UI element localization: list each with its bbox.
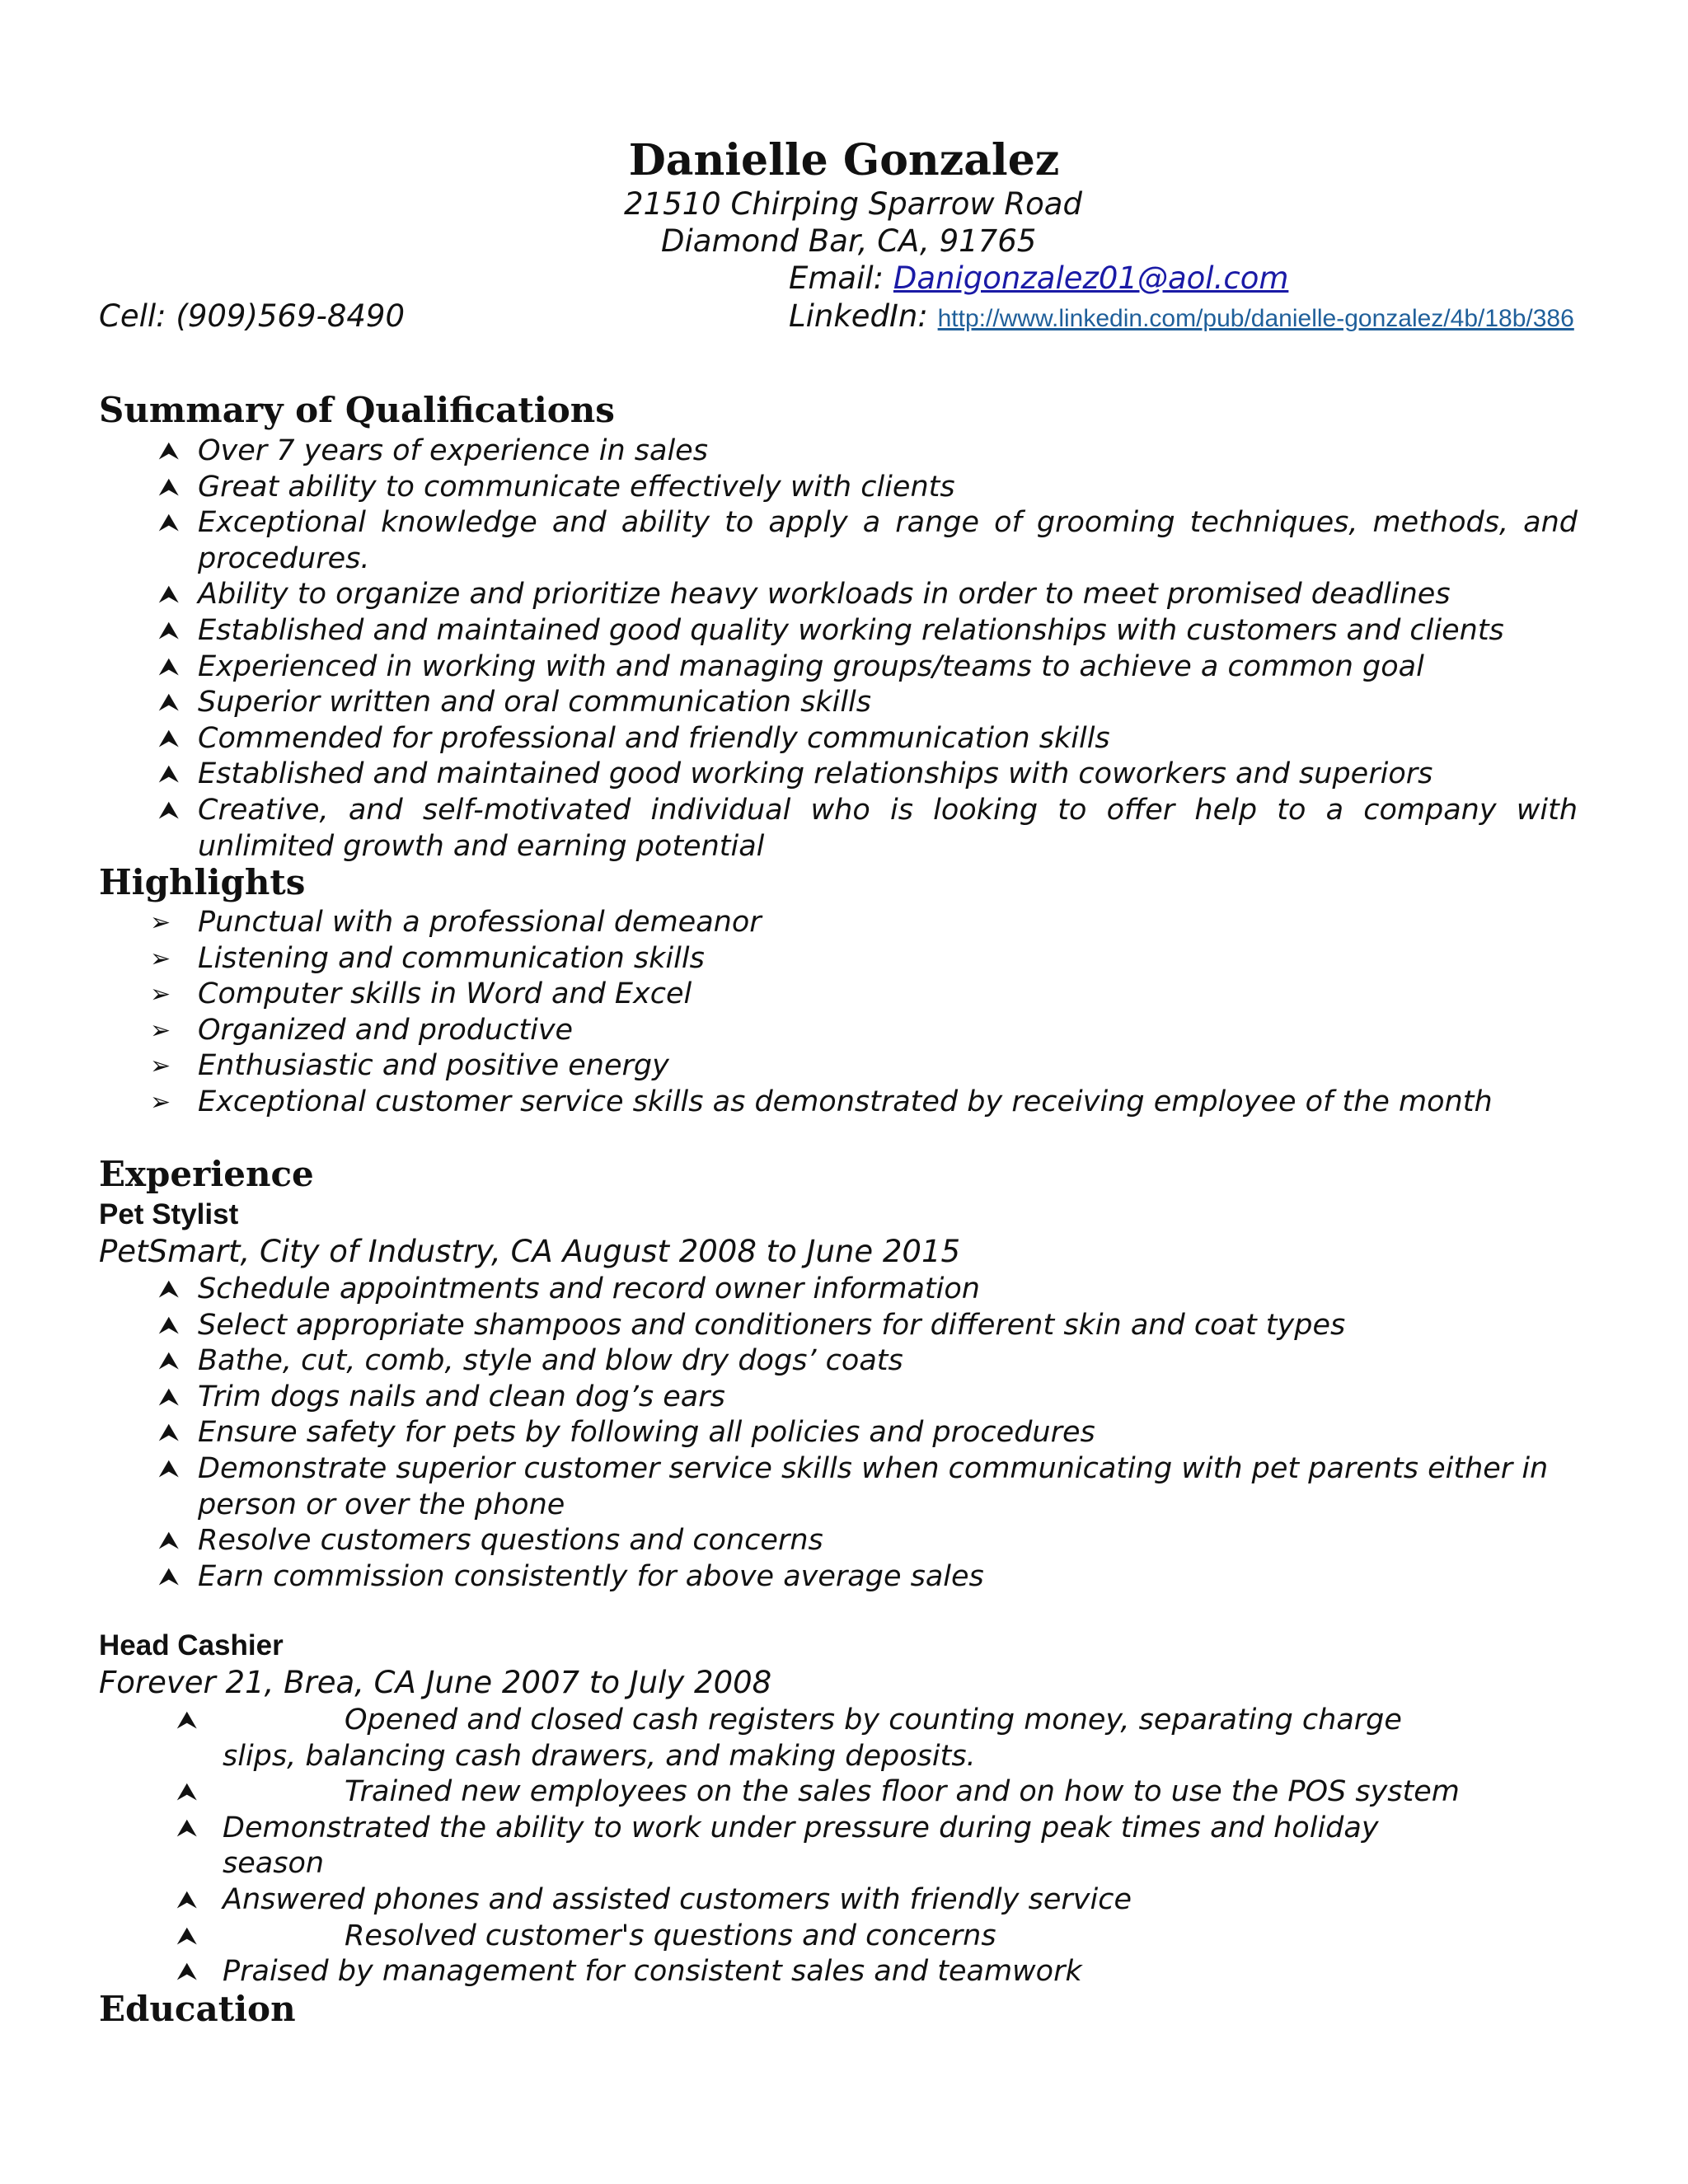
job-duties-list [99,1272,1578,1595]
linkedin-line [789,298,1574,337]
arrow-bullet-icon: ⮝ [176,1885,198,1915]
list-item: ⮝ Resolve customers questions and concerns [99,1523,1578,1559]
arrowhead-bullet-icon: ➢ [150,1052,171,1081]
arrow-bullet-icon: ⮝ [158,580,180,610]
arrow-bullet-icon: ⮝ [176,1957,198,1987]
list-item: ⮝ Over 7 years of experience in sales [99,434,1578,470]
list-item: ⮝ Schedule appointments and record owner information [99,1272,1578,1308]
list-item: ⮝ Trained new employees on the sales floor and on how to use the POS system [99,1774,1475,1811]
arrow-bullet-icon: ⮝ [158,1454,180,1483]
candidate-name: Danielle Gonzalez [628,135,1060,185]
list-item: ➢ Exceptional customer service skills as demonstrated by receiving employee of the month [99,1085,1578,1121]
arrow-bullet-icon: ⮝ [158,795,180,825]
address-line-2: Diamond Bar, CA, 91765 [661,223,1037,259]
arrow-bullet-icon: ⮝ [158,1275,180,1304]
arrow-bullet-icon: ⮝ [158,688,180,718]
arrow-bullet-icon: ⮝ [158,1347,180,1376]
highlights-heading: Highlights [99,862,306,902]
arrow-bullet-icon: ⮝ [176,1921,198,1951]
list-item: ⮝ Praised by management for consistent sales and teamwork [99,1954,1475,1990]
list-item: ⮝ Earn commission consistently for above average sales [99,1559,1578,1596]
job-company: Forever 21, Brea, CA June 2007 to July 2008 [99,1665,772,1700]
arrow-bullet-icon: ⮝ [158,1562,180,1591]
arrow-bullet-icon: ⮝ [158,616,180,645]
job-company: PetSmart, City of Industry, CA August 2008 to June 2015 [99,1234,961,1269]
list-item: ⮝ Bathe, cut, comb, style and blow dry dogs’ coats [99,1343,1578,1380]
arrowhead-bullet-icon: ➢ [150,980,171,1010]
arrow-bullet-icon: ⮝ [176,1813,198,1843]
arrow-bullet-icon: ⮝ [158,1418,180,1448]
list-item: ⮝ Superior written and oral communication skills [99,685,1578,721]
list-item: ➢ Listening and communication skills [99,941,1578,977]
arrow-bullet-icon: ⮝ [158,1526,180,1556]
arrow-bullet-icon: ⮝ [158,724,180,753]
cell-phone: Cell: (909)569-8490 [99,298,406,334]
list-item: ⮝ Established and maintained good working relationships with coworkers and superiors [99,757,1578,793]
list-item: ⮝ Demonstrate superior customer service skills when communicating with pet parents either in person or over the phone [158,1451,1549,1521]
arrow-bullet-icon: ⮝ [158,472,180,502]
list-item: ⮝ Commended for professional and friendly communication skills [99,721,1578,757]
list-item: ⮝ Creative, and self-motivated individual who is looking to offer help to a company with unlimited growth and earning potential [158,793,1578,863]
arrowhead-bullet-icon: ➢ [150,1087,171,1117]
email-line [789,260,1288,297]
highlights-list [99,905,1578,1121]
arrow-bullet-icon: ⮝ [158,652,180,682]
arrow-bullet-icon: ⮝ [158,1382,180,1412]
experience-heading: Experience [99,1154,314,1194]
email-link[interactable]: Danigonzalez01@aol.com [893,260,1289,296]
job-title: Head Cashier [99,1629,284,1661]
arrow-bullet-icon: ⮝ [158,760,180,790]
list-item: ⮝ Exceptional knowledge and ability to apply a range of grooming techniques, methods, and procedures. [158,506,1578,575]
list-item: ⮝ Answered phones and assisted customers with friendly service [99,1882,1475,1919]
list-item: ⮝ Established and maintained good quality working relationships with customers and clients [99,613,1578,649]
arrowhead-bullet-icon: ➢ [150,1015,171,1045]
list-item: ➢ Organized and productive [99,1013,1578,1049]
list-item: ➢ Enthusiastic and positive energy [99,1048,1578,1085]
job-title: Pet Stylist [99,1198,239,1230]
arrow-bullet-icon: ⮝ [158,437,180,466]
arrow-bullet-icon: ⮝ [158,509,180,538]
linkedin-label: LinkedIn: [789,298,928,334]
email-label: Email: [789,260,884,296]
list-item: ⮝ Select appropriate shampoos and conditioners for different skin and coat types [99,1308,1578,1344]
list-item: ⮝ Great ability to communicate effectively with clients [99,470,1578,506]
list-item: ⮝ Ability to organize and prioritize heavy workloads in order to meet promised deadlines [99,577,1578,613]
list-item: ⮝ Experienced in working with and managing groups/teams to achieve a common goal [99,649,1578,686]
arrow-bullet-icon: ⮝ [176,1706,198,1735]
list-item: ➢ Computer skills in Word and Excel [99,977,1578,1013]
arrowhead-bullet-icon: ➢ [150,944,171,973]
summary-heading: Summary of Qualifications [99,390,615,430]
arrow-bullet-icon: ⮝ [176,1778,198,1807]
list-item: ➢ Punctual with a professional demeanor [99,905,1578,941]
list-item: ⮝ Demonstrated the ability to work under pressure during peak times and holiday season [176,1811,1379,1881]
linkedin-link[interactable]: http://www.linkedin.com/pub/danielle-gonzalez/4b/18b/386 [937,305,1574,332]
education-heading: Education [99,1989,296,2029]
summary-list [99,434,1578,865]
list-item: ⮝ Resolved customer's questions and concerns [99,1919,1475,1955]
arrowhead-bullet-icon: ➢ [150,908,171,937]
list-item: ⮝ Trim dogs nails and clean dog’s ears [99,1380,1578,1416]
list-item: ⮝ Opened and closed cash registers by counting money, separating charge slips, balancing cash drawers, and making deposits. [176,1704,1402,1773]
address-line-1: 21510 Chirping Sparrow Road [624,186,1082,222]
arrow-bullet-icon: ⮝ [158,1310,180,1340]
list-item: ⮝ Ensure safety for pets by following all policies and procedures [99,1415,1578,1451]
job-duties-list [99,1703,1475,1990]
